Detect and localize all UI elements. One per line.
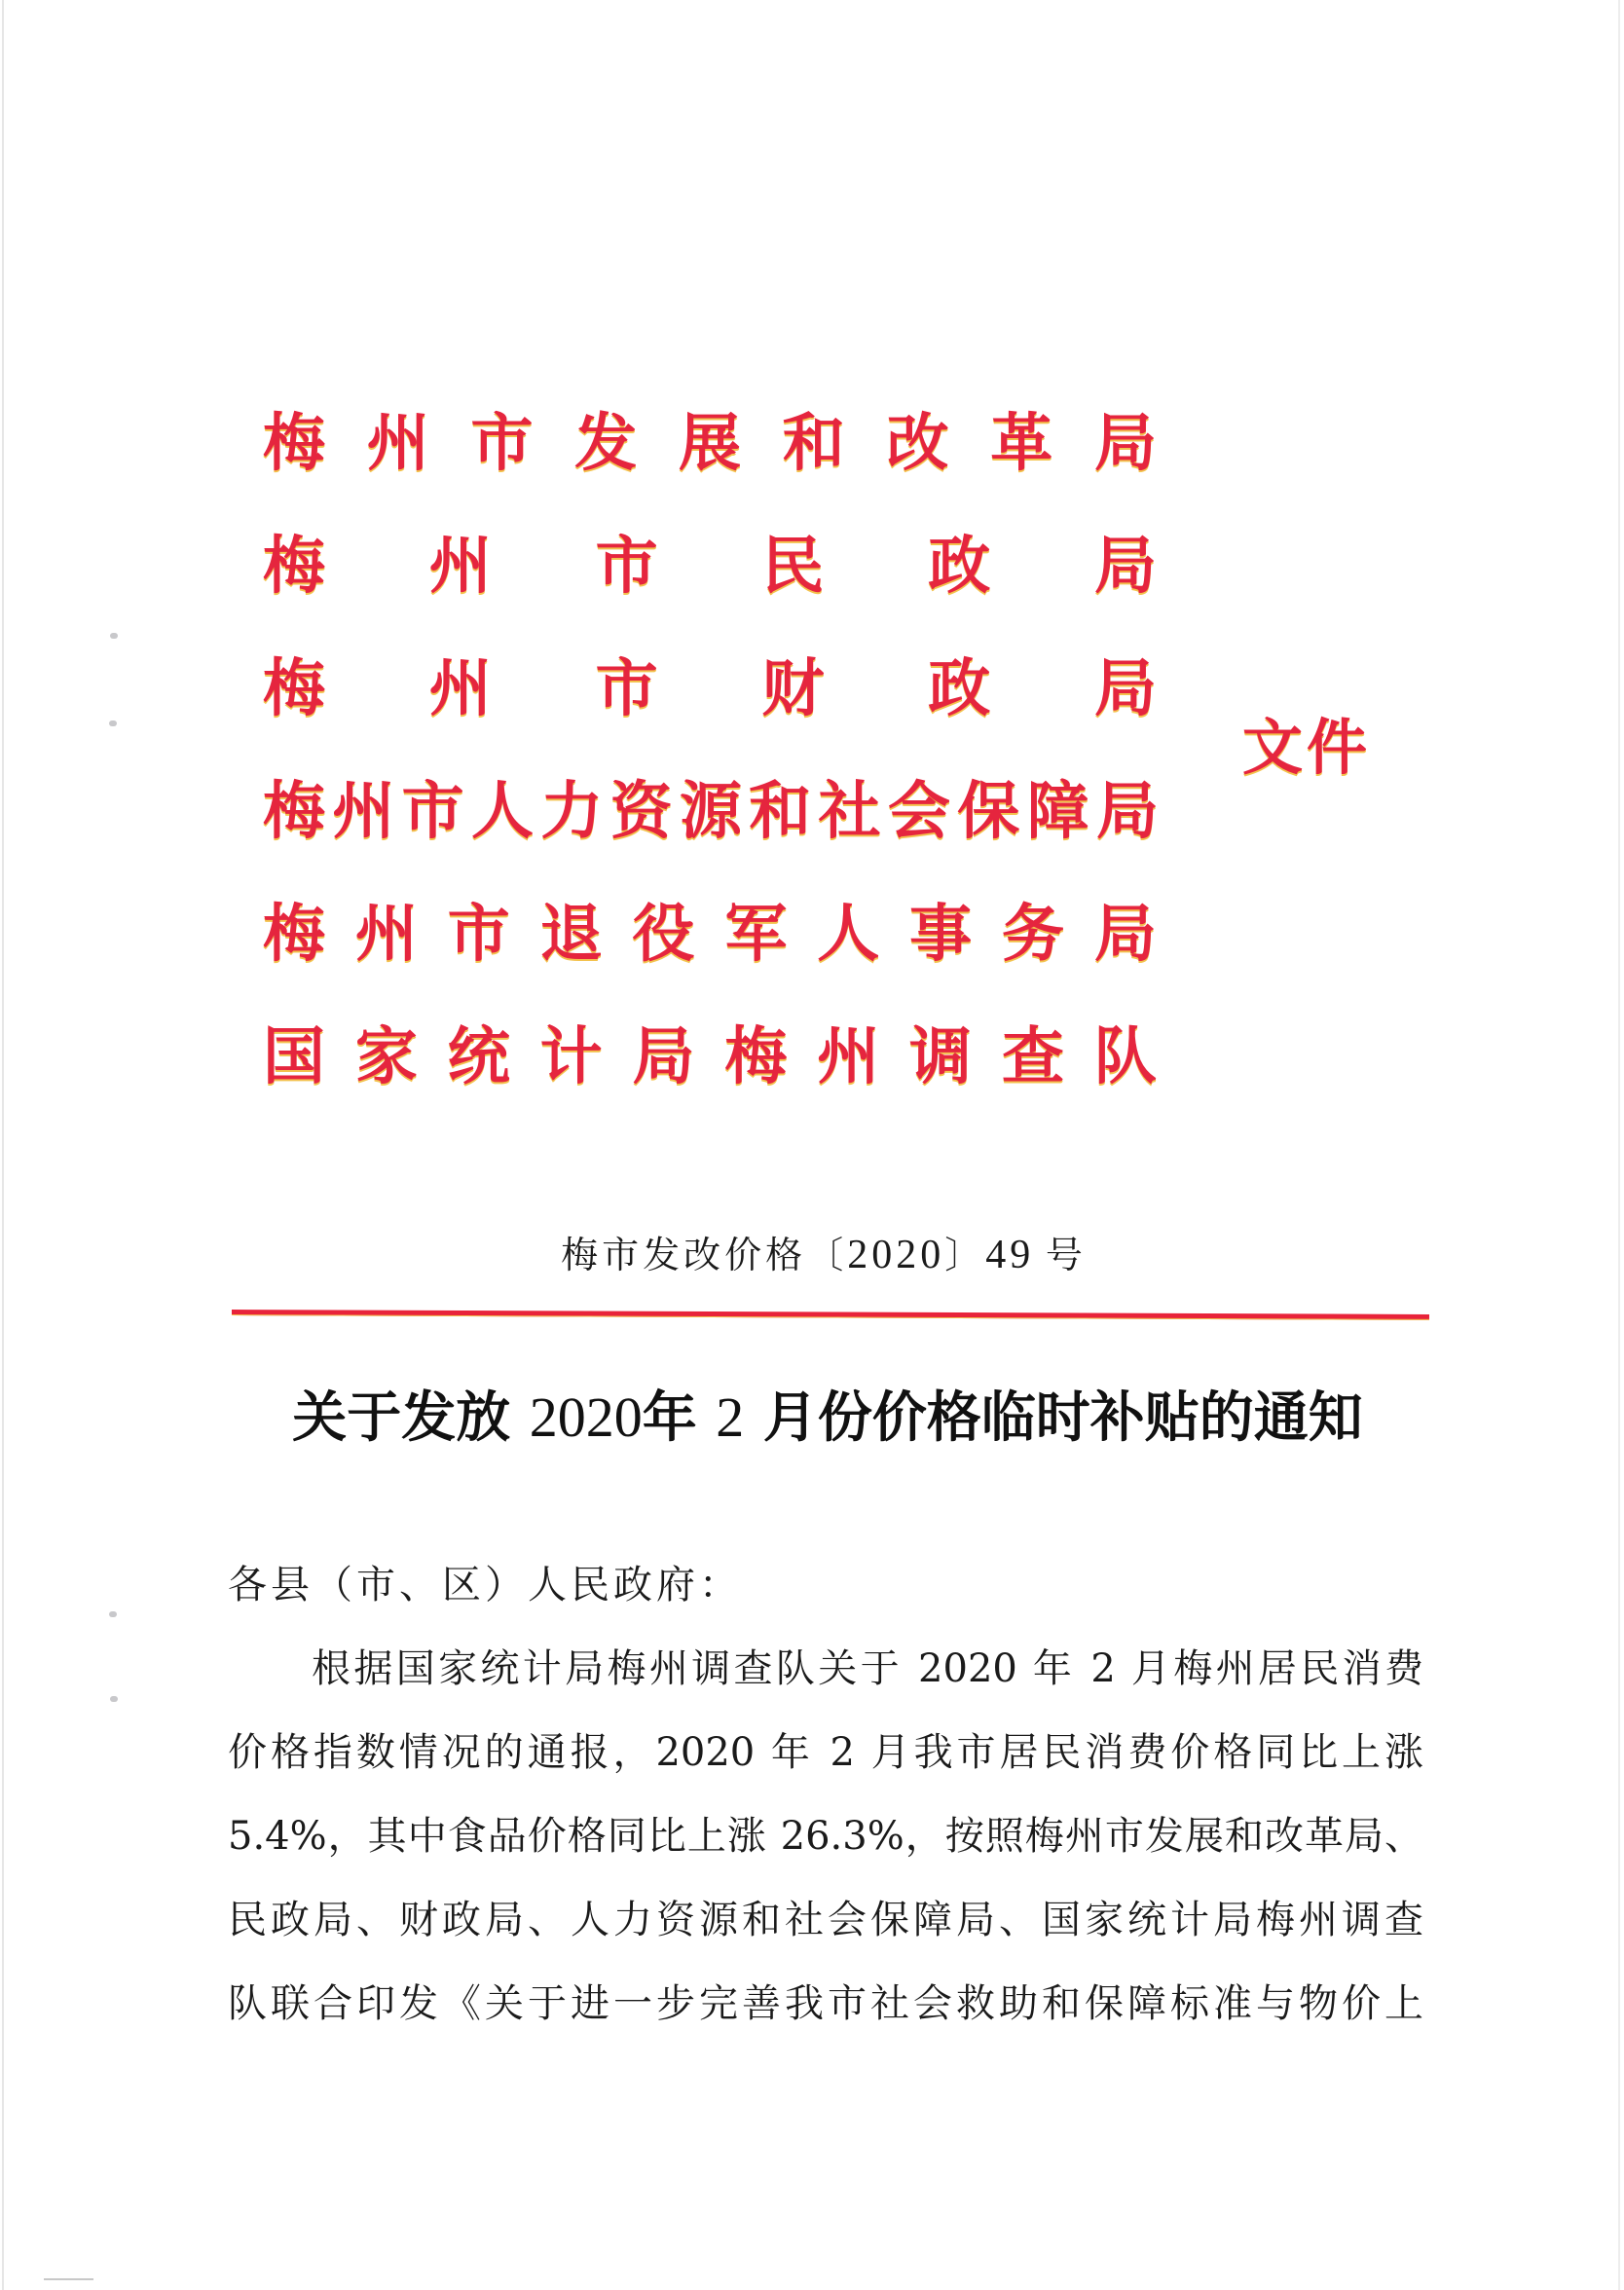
agency-char: 局 xyxy=(632,1020,695,1093)
agency-char: 家 xyxy=(354,1020,418,1093)
agency-char: 役 xyxy=(632,898,695,971)
agency-char: 州 xyxy=(428,652,492,725)
scan-edge-right xyxy=(1618,0,1620,2290)
agency-row-veterans-affairs xyxy=(263,898,1157,1020)
agency-char: 政 xyxy=(928,652,991,725)
agency-char: 源 xyxy=(679,775,740,848)
agency-char: 计 xyxy=(539,1020,603,1093)
title-month: 2 xyxy=(716,1385,745,1449)
agency-char: 市 xyxy=(595,652,658,725)
agency-char: 财 xyxy=(761,652,825,725)
agency-char: 州 xyxy=(354,898,418,971)
agency-char: 梅 xyxy=(263,407,325,480)
document-number-suffix: 号 xyxy=(1045,1234,1087,1276)
document-suffix-label: 文件 xyxy=(1242,712,1372,783)
agency-char: 人 xyxy=(817,898,880,971)
binding-hole-mark xyxy=(109,1611,117,1617)
document-number-serial: 49 xyxy=(985,1233,1035,1277)
agency-char: 州 xyxy=(366,407,429,480)
title-part: 月份价格临时补贴的通知 xyxy=(762,1385,1363,1450)
agency-char: 州 xyxy=(332,775,393,848)
document-number-bracket-open: 〔 xyxy=(806,1234,848,1276)
agency-char: 和 xyxy=(749,775,810,848)
title-year: 2020 xyxy=(529,1385,643,1449)
agency-char: 市 xyxy=(447,898,510,971)
agency-char: 军 xyxy=(724,898,788,971)
agency-char: 队 xyxy=(1093,1020,1157,1093)
agency-char: 市 xyxy=(470,407,534,480)
document-title xyxy=(0,1381,1624,1455)
agency-char: 人 xyxy=(470,775,532,848)
agency-char: 调 xyxy=(909,1020,973,1093)
agency-char: 革 xyxy=(990,407,1053,480)
agency-char: 政 xyxy=(928,530,991,603)
agency-char: 发 xyxy=(574,407,638,480)
agency-char: 事 xyxy=(909,898,973,971)
agency-char: 资 xyxy=(609,775,671,848)
body-line: 根据国家统计局梅州调查队关于 2020 年 2 月梅州居民消费 xyxy=(312,1646,1423,1691)
agency-char: 会 xyxy=(887,775,948,848)
salutation: 各县（市、区）人民政府： xyxy=(228,1563,742,1607)
issuing-agencies-header xyxy=(263,407,1157,1143)
agency-row-civil-affairs xyxy=(263,530,1157,652)
agency-char: 市 xyxy=(595,530,658,603)
agency-row-development-reform xyxy=(263,407,1157,530)
agency-char: 局 xyxy=(1095,775,1157,848)
agency-char: 局 xyxy=(1093,530,1157,603)
agency-char: 和 xyxy=(782,407,845,480)
document-number-prefix: 梅市发改价格 xyxy=(561,1234,807,1276)
title-part: 关于发放 xyxy=(292,1385,511,1450)
document-body xyxy=(228,1558,1423,2026)
agency-char: 查 xyxy=(1002,1020,1064,1093)
agency-char: 退 xyxy=(539,898,603,971)
agency-char: 梅 xyxy=(263,652,325,725)
agency-char: 社 xyxy=(818,775,879,848)
agency-char: 展 xyxy=(679,407,741,480)
red-separator-rule xyxy=(232,1310,1429,1320)
agency-char: 障 xyxy=(1026,775,1088,848)
agency-row-finance xyxy=(263,652,1157,775)
document-number-bracket-close: 〕 xyxy=(944,1234,986,1276)
body-line: 价格指数情况的通报，2020 年 2 月我市居民消费价格同比上涨 xyxy=(228,1730,1423,1775)
agency-char: 力 xyxy=(540,775,602,848)
binding-hole-mark xyxy=(110,633,118,639)
agency-row-statistics-survey-team xyxy=(263,1020,1157,1143)
body-line: 民政局、财政局、人力资源和社会保障局、国家统计局梅州调查 xyxy=(228,1898,1423,1942)
agency-char: 州 xyxy=(428,530,492,603)
body-line: 5.4%，其中食品价格同比上涨 26.3%，按照梅州市发展和改革局、 xyxy=(228,1814,1423,1859)
title-part: 年 xyxy=(642,1385,697,1450)
agency-char: 州 xyxy=(817,1020,880,1093)
agency-char: 梅 xyxy=(263,898,325,971)
agency-char: 务 xyxy=(1002,898,1064,971)
binding-hole-mark xyxy=(110,1696,118,1702)
scan-edge-left xyxy=(2,0,4,2290)
agency-char: 市 xyxy=(401,775,462,848)
agency-char: 国 xyxy=(263,1020,325,1093)
agency-char: 局 xyxy=(1093,898,1157,971)
agency-char: 梅 xyxy=(263,530,325,603)
agency-char: 保 xyxy=(957,775,1018,848)
agency-char: 局 xyxy=(1093,652,1157,725)
agency-char: 改 xyxy=(886,407,949,480)
agency-row-human-resources xyxy=(263,775,1157,898)
agency-char: 民 xyxy=(761,530,825,603)
document-number-year: 2020 xyxy=(847,1233,945,1277)
agency-char: 梅 xyxy=(724,1020,788,1093)
agency-char: 梅 xyxy=(263,775,323,848)
agency-char: 统 xyxy=(447,1020,510,1093)
scan-footer-mark xyxy=(64,2278,93,2280)
document-number xyxy=(0,1229,1624,1281)
binding-hole-mark xyxy=(109,720,117,726)
body-line: 队联合印发《关于进一步完善我市社会救助和保障标准与物价上 xyxy=(228,1981,1423,2026)
agency-char: 局 xyxy=(1094,407,1157,480)
